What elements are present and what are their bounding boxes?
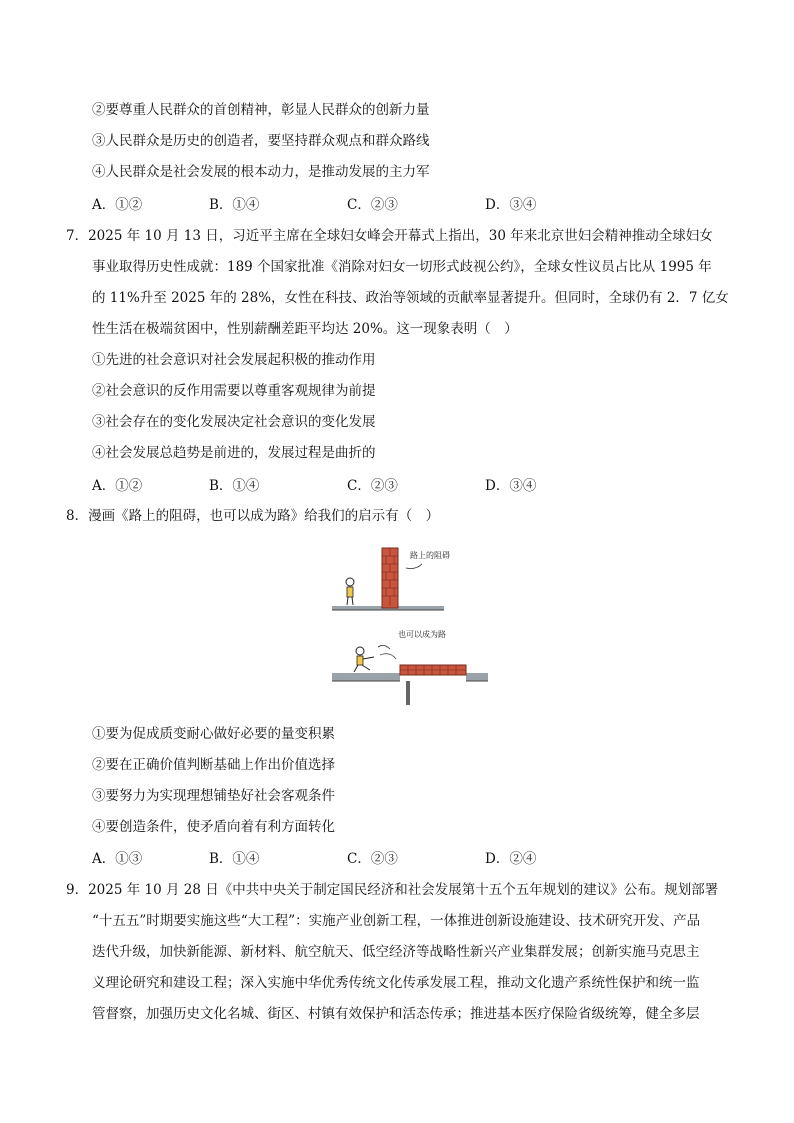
q7-statement-4: ④社会发展总趋势是前进的，发展过程是曲折的 [92,445,376,461]
q7-statement-3: ③社会存在的变化发展决定社会意识的变化发展 [92,414,376,430]
q8-statement-1: ①要为促成质变耐心做好必要的量变积累 [92,726,335,742]
q7-option-c: C．②③ [347,478,398,494]
q8-statement-2: ②要在正确价值判断基础上作出价值选择 [92,757,335,773]
q9-stem-line-4: 义理论研究和建设工程；深入实施中华优秀传统文化传承发展工程，推动文化遗产系统性保护和统一监 [92,975,700,991]
q8-option-d: D．②④ [485,851,537,867]
cartoon-obstacle-panel [330,540,490,618]
q8-option-c: C．②③ [347,851,398,867]
q8-statement-3: ③要努力为实现理想铺垫好社会客观条件 [92,788,335,804]
q8-statement-4: ④要创造条件，使矛盾向着有利方面转化 [92,819,335,835]
q6-statement-4: ④人民群众是社会发展的根本动力，是推动发展的主力军 [92,164,430,180]
q6-option-d: D．③④ [485,197,537,213]
q7-option-d: D．③④ [485,478,537,494]
q7-stem-line-1: 7．2025 年 10 月 13 日，习近平主席在全球妇女峰会开幕式上指出，30 年来北京世妇会精神推动全球妇女 [66,228,713,244]
q8-option-a: A．①③ [92,851,143,867]
q9-stem-line-1: 9．2025 年 10 月 28 日《中共中央关于制定国民经济和社会发展第十五个五年规划的建议》公布。规划部署 [66,882,719,898]
q6-option-c: C．②③ [347,197,398,213]
q8-stem: 8．漫画《路上的阻碍，也可以成为路》给我们的启示有（ ） [66,508,440,524]
q6-option-b: B．①④ [209,197,260,213]
q7-stem-line-3: 的 11%升至 2025 年的 28%，女性在科技、政治等领域的贡献率显著提升。但同时，全球仍有 2．7 亿女 [92,290,729,306]
q6-option-a: A．①② [92,197,143,213]
q9-stem-line-3: 迭代升级，加快新能源、新材料、航空航天、低空经济等战略性新兴产业集群发展；创新实施马克思主 [92,944,700,960]
cartoon-road-panel [330,625,490,707]
q7-stem-line-4: 性生活在极端贫困中，性别薪酬差距平均达 20%。这一现象表明（ ） [92,321,518,337]
q7-statement-1: ①先进的社会意识对社会发展起积极的推动作用 [92,352,376,368]
cartoon-label-obstacle: 路上的阻碍 [410,551,450,560]
q8-option-b: B．①④ [209,851,260,867]
q7-stem-line-2: 事业取得历史性成就：189 个国家批准《消除对妇女一切形式歧视公约》，全球女性议员占比从 1995 年 [92,259,712,275]
q6-statement-3: ③人民群众是历史的创造者，要坚持群众观点和群众路线 [92,133,430,149]
cartoon-label-road: 也可以成为路 [398,630,446,639]
q7-option-a: A．①② [92,478,143,494]
q7-option-b: B．①④ [209,478,260,494]
q6-statement-2: ②要尊重人民群众的首创精神，彰显人民群众的创新力量 [92,102,430,118]
q7-statement-2: ②社会意识的反作用需要以尊重客观规律为前提 [92,383,376,399]
q9-stem-line-5: 管督察，加强历史文化名城、街区、村镇有效保护和活态传承；推进基本医疗保险省级统筹，健全多层 [92,1006,700,1022]
q9-stem-line-2: “十五五”时期要实施这些“大工程”：实施产业创新工程，一体推进创新设施建设、技术研究开发、产品 [92,913,701,929]
